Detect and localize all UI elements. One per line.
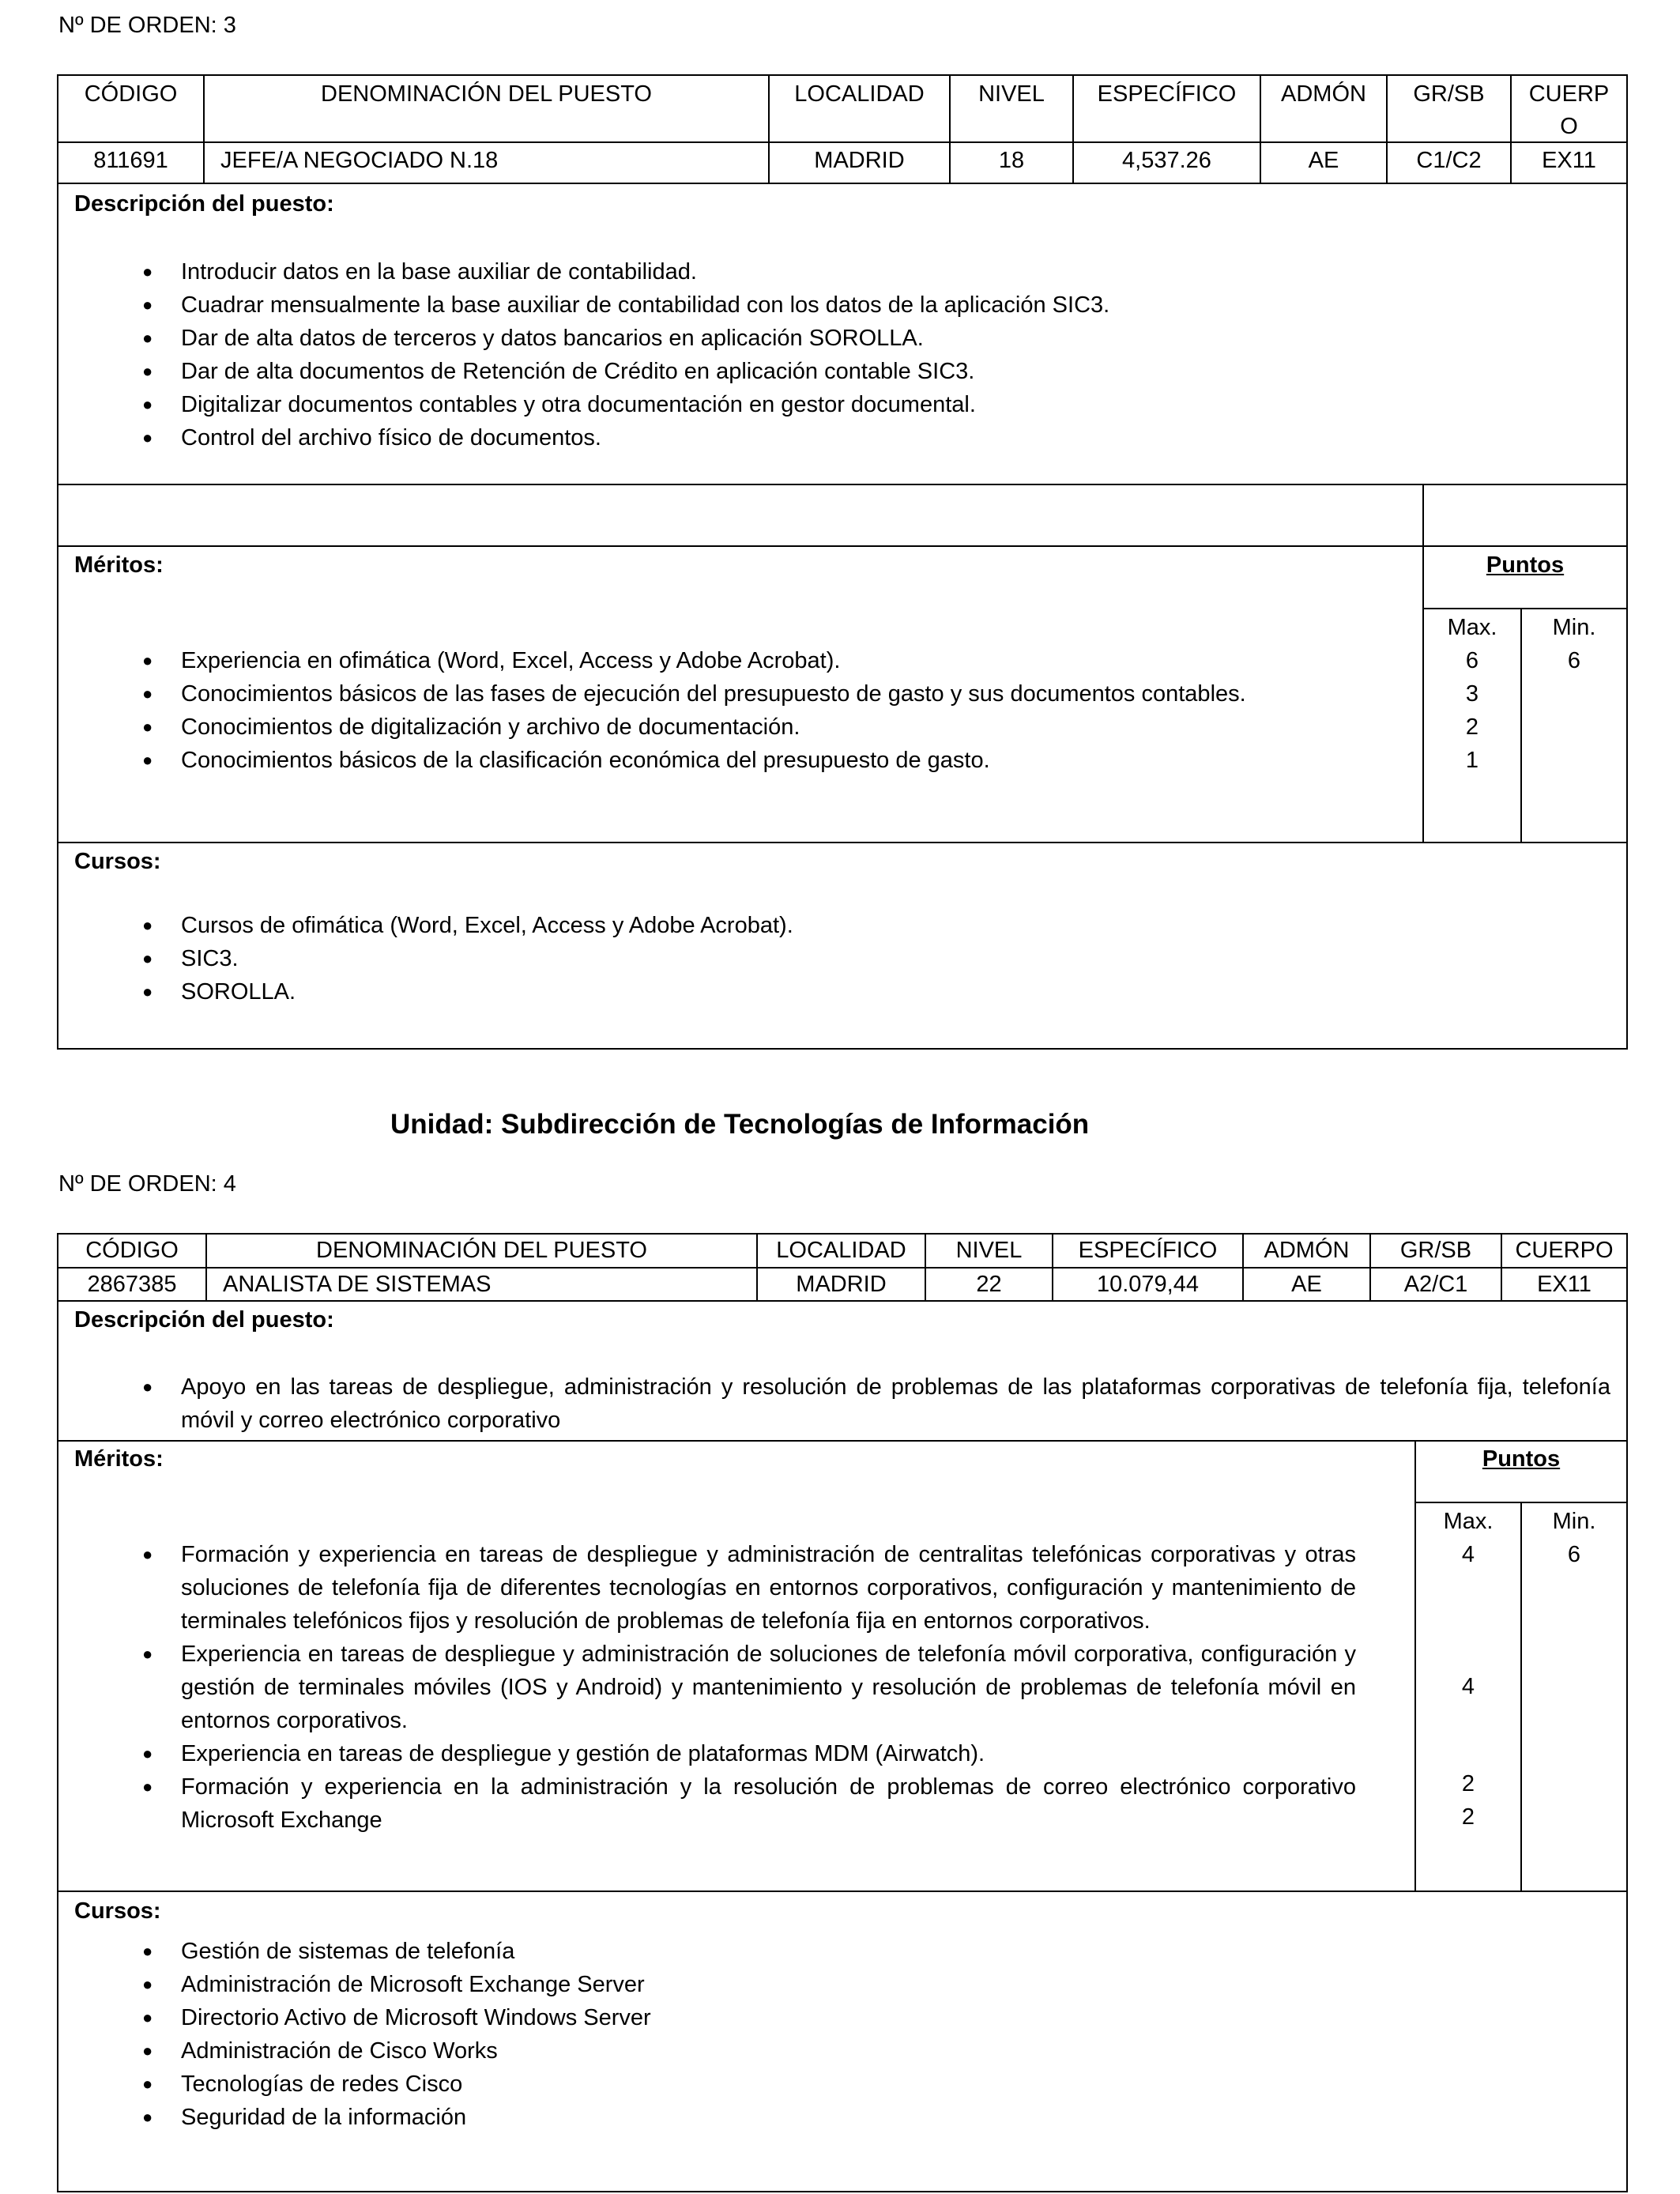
t3-desc-title: Descripción del puesto: xyxy=(74,191,334,217)
t4-header-localidad: LOCALIDAD xyxy=(776,1238,906,1263)
list-item: ● Introducir datos en la base auxiliar de contabilidad. xyxy=(74,255,1607,288)
t4-max-value: 4 xyxy=(1461,1674,1475,1699)
t3-cell-denominacion: JEFE/A NEGOCIADO N.18 xyxy=(220,148,499,173)
t3-min-value: 6 xyxy=(1567,648,1581,673)
t4-border-top xyxy=(57,1233,1628,1235)
t4-cell-denominacion: ANALISTA DE SISTEMAS xyxy=(223,1272,492,1297)
orden-4-label: Nº DE ORDEN: 4 xyxy=(58,1171,236,1197)
t3-desc-list xyxy=(74,255,1607,454)
t3-header-grsb: GR/SB xyxy=(1413,81,1485,107)
t3-max-value: 6 xyxy=(1465,648,1479,673)
t4-max-value: 4 xyxy=(1461,1542,1475,1567)
list-item: ● Gestión de sistemas de telefonía xyxy=(74,1935,1607,1968)
t3-header-denominacion: DENOMINACIÓN DEL PUESTO xyxy=(321,81,652,107)
t3-max-label: Max. xyxy=(1447,615,1497,640)
list-item: ● Experiencia en ofimática (Word, Excel, Access y Adobe Acrobat). xyxy=(74,644,1418,677)
list-item: ● Tecnologías de redes Cisco xyxy=(74,2068,1607,2101)
t3-max-value: 1 xyxy=(1465,748,1479,773)
t3-border-right xyxy=(1626,74,1628,1050)
t3-meritos-list xyxy=(74,644,1418,777)
orden-3-label: Nº DE ORDEN: 3 xyxy=(58,13,236,38)
t4-cell-cuerpo: EX11 xyxy=(1537,1272,1591,1297)
t4-cursos-title: Cursos: xyxy=(74,1898,161,1924)
list-item: ● Experiencia en tareas de despliegue y gestión de plataformas MDM (Airwatch). xyxy=(74,1737,1356,1770)
t3-cell-cuerpo: EX11 xyxy=(1542,148,1596,173)
t3-border-top xyxy=(57,74,1628,76)
t3-cursos-title: Cursos: xyxy=(74,849,161,874)
unidad-title: Unidad: Subdirección de Tecnologías de Información xyxy=(390,1109,1090,1140)
t4-cell-nivel: 22 xyxy=(976,1272,1002,1297)
list-item: ● Dar de alta datos de terceros y datos bancarios en aplicación SOROLLA. xyxy=(74,322,1607,355)
t3-min-label: Min. xyxy=(1552,615,1596,640)
t3-border-bottom xyxy=(57,1048,1628,1050)
list-item: ● Digitalizar documentos contables y otra documentación en gestor documental. xyxy=(74,388,1607,421)
list-item: ● Cursos de ofimática (Word, Excel, Access y Adobe Acrobat). xyxy=(74,909,1607,942)
t4-meritos-list xyxy=(74,1538,1356,1837)
t4-max-value: 2 xyxy=(1461,1804,1475,1830)
t3-meritos-title: Méritos: xyxy=(74,552,164,578)
t4-max-label: Max. xyxy=(1443,1509,1494,1534)
t3-cell-admon: AE xyxy=(1308,148,1339,173)
t3-header-codigo: CÓDIGO xyxy=(84,81,178,107)
list-item: ● Formación y experiencia en tareas de despliegue y administración de centralitas telefónicas corporativas y otras soluciones de telefonía fija de diferentes tecnologías en entornos corporativos, configuración y mantenimiento de terminales telefónicos fijos y resolución de problemas de telefonía fija en entornos corporativos. xyxy=(74,1538,1356,1638)
t4-meritos-title: Méritos: xyxy=(74,1446,164,1472)
t3-header-especifico: ESPECÍFICO xyxy=(1097,81,1237,107)
t4-header-denominacion: DENOMINACIÓN DEL PUESTO xyxy=(316,1238,647,1263)
t4-border-right xyxy=(1626,1233,1628,2192)
t3-desc-bottom xyxy=(57,484,1628,485)
t3-cell-codigo: 811691 xyxy=(93,148,168,173)
t4-header-cuerpo: CUERPO xyxy=(1515,1238,1614,1263)
list-item: ● Conocimientos de digitalización y archivo de documentación. xyxy=(74,711,1418,744)
t4-cell-admon: AE xyxy=(1291,1272,1322,1297)
t4-cell-codigo: 2867385 xyxy=(87,1272,177,1297)
t4-min-value: 6 xyxy=(1567,1542,1581,1567)
t4-border-bottom xyxy=(57,2191,1628,2192)
list-item: ● Formación y experiencia en la administración y la resolución de problemas de correo electrónico corporativo Microsoft Exchange xyxy=(74,1770,1356,1837)
list-item: ● Control del archivo físico de documentos. xyxy=(74,421,1607,454)
t3-puntos-bottom xyxy=(1422,608,1628,609)
t3-header-admon: ADMÓN xyxy=(1281,81,1366,107)
t3-meritos-bottom xyxy=(57,842,1628,843)
t4-header-admon: ADMÓN xyxy=(1264,1238,1350,1263)
t4-max-value: 2 xyxy=(1461,1771,1475,1796)
t4-meritos-bottom xyxy=(57,1891,1628,1892)
t3-header-nivel: NIVEL xyxy=(978,81,1045,107)
t4-desc-list xyxy=(74,1370,1610,1437)
t4-puntos-label: Puntos xyxy=(1482,1446,1561,1472)
t3-empty-row-bottom xyxy=(57,545,1628,547)
list-item: ● SIC3. xyxy=(74,942,1607,975)
t3-cell-nivel: 18 xyxy=(998,148,1025,173)
t4-border-left xyxy=(57,1233,58,2192)
t4-min-label: Min. xyxy=(1552,1509,1596,1534)
list-item: ● Cuadrar mensualmente la base auxiliar de contabilidad con los datos de la aplicación SIC3. xyxy=(74,288,1607,322)
t4-cell-localidad: MADRID xyxy=(796,1272,887,1297)
t4-header-especifico: ESPECÍFICO xyxy=(1078,1238,1218,1263)
list-item: ● Administración de Cisco Works xyxy=(74,2034,1607,2068)
t3-max-value: 3 xyxy=(1465,681,1479,707)
t3-max-value: 2 xyxy=(1465,714,1479,740)
list-item: ● Experiencia en tareas de despliegue y administración de soluciones de telefonía móvil corporativa, configuración y gestión de terminales móviles (IOS y Android) y mantenimiento y resolución de problemas de telefonía móvil en entornos corporativos. xyxy=(74,1638,1356,1737)
t4-cell-especifico: 10.079,44 xyxy=(1096,1272,1199,1297)
t4-border-row-bottom xyxy=(57,1300,1628,1302)
t3-cursos-list xyxy=(74,909,1607,1008)
list-item: ● Dar de alta documentos de Retención de Crédito en aplicación contable SIC3. xyxy=(74,355,1607,388)
list-item: ● Administración de Microsoft Exchange Server xyxy=(74,1968,1607,2001)
t3-border-row-bottom xyxy=(57,183,1628,184)
t3-header-localidad: LOCALIDAD xyxy=(794,81,925,107)
t4-desc-bottom xyxy=(57,1440,1628,1442)
list-item: ● Directorio Activo de Microsoft Windows Server xyxy=(74,2001,1607,2034)
t4-border-header-bottom xyxy=(57,1267,1628,1269)
t4-header-nivel: NIVEL xyxy=(955,1238,1023,1263)
t3-cell-localidad: MADRID xyxy=(814,148,905,173)
list-item: ● SOROLLA. xyxy=(74,975,1607,1008)
t3-cell-grsb: C1/C2 xyxy=(1416,148,1482,173)
t4-header-codigo: CÓDIGO xyxy=(85,1238,179,1263)
t4-desc-title: Descripción del puesto: xyxy=(74,1307,334,1333)
t4-cursos-list xyxy=(74,1935,1607,2134)
t3-header-cuerpo-part1: CUERP xyxy=(1528,81,1610,107)
t3-border-header-bottom xyxy=(57,141,1628,143)
list-item: ● Conocimientos básicos de las fases de ejecución del presupuesto de gasto y sus documentos contables. xyxy=(74,677,1418,711)
t3-border-left xyxy=(57,74,58,1050)
list-item: ● Seguridad de la información xyxy=(74,2101,1607,2134)
list-item: ● Conocimientos básicos de la clasificación económica del presupuesto de gasto. xyxy=(74,744,1418,777)
t4-header-grsb: GR/SB xyxy=(1399,1238,1472,1263)
t4-cell-grsb: A2/C1 xyxy=(1403,1272,1468,1297)
t3-cell-especifico: 4,537.26 xyxy=(1122,148,1211,173)
t3-puntos-label: Puntos xyxy=(1486,552,1565,578)
t3-header-cuerpo-part2: O xyxy=(1560,114,1578,139)
list-item: ● Apoyo en las tareas de despliegue, administración y resolución de problemas de las plataformas corporativas de telefonía fija, telefonía móvil y correo electrónico corporativo xyxy=(74,1370,1610,1437)
